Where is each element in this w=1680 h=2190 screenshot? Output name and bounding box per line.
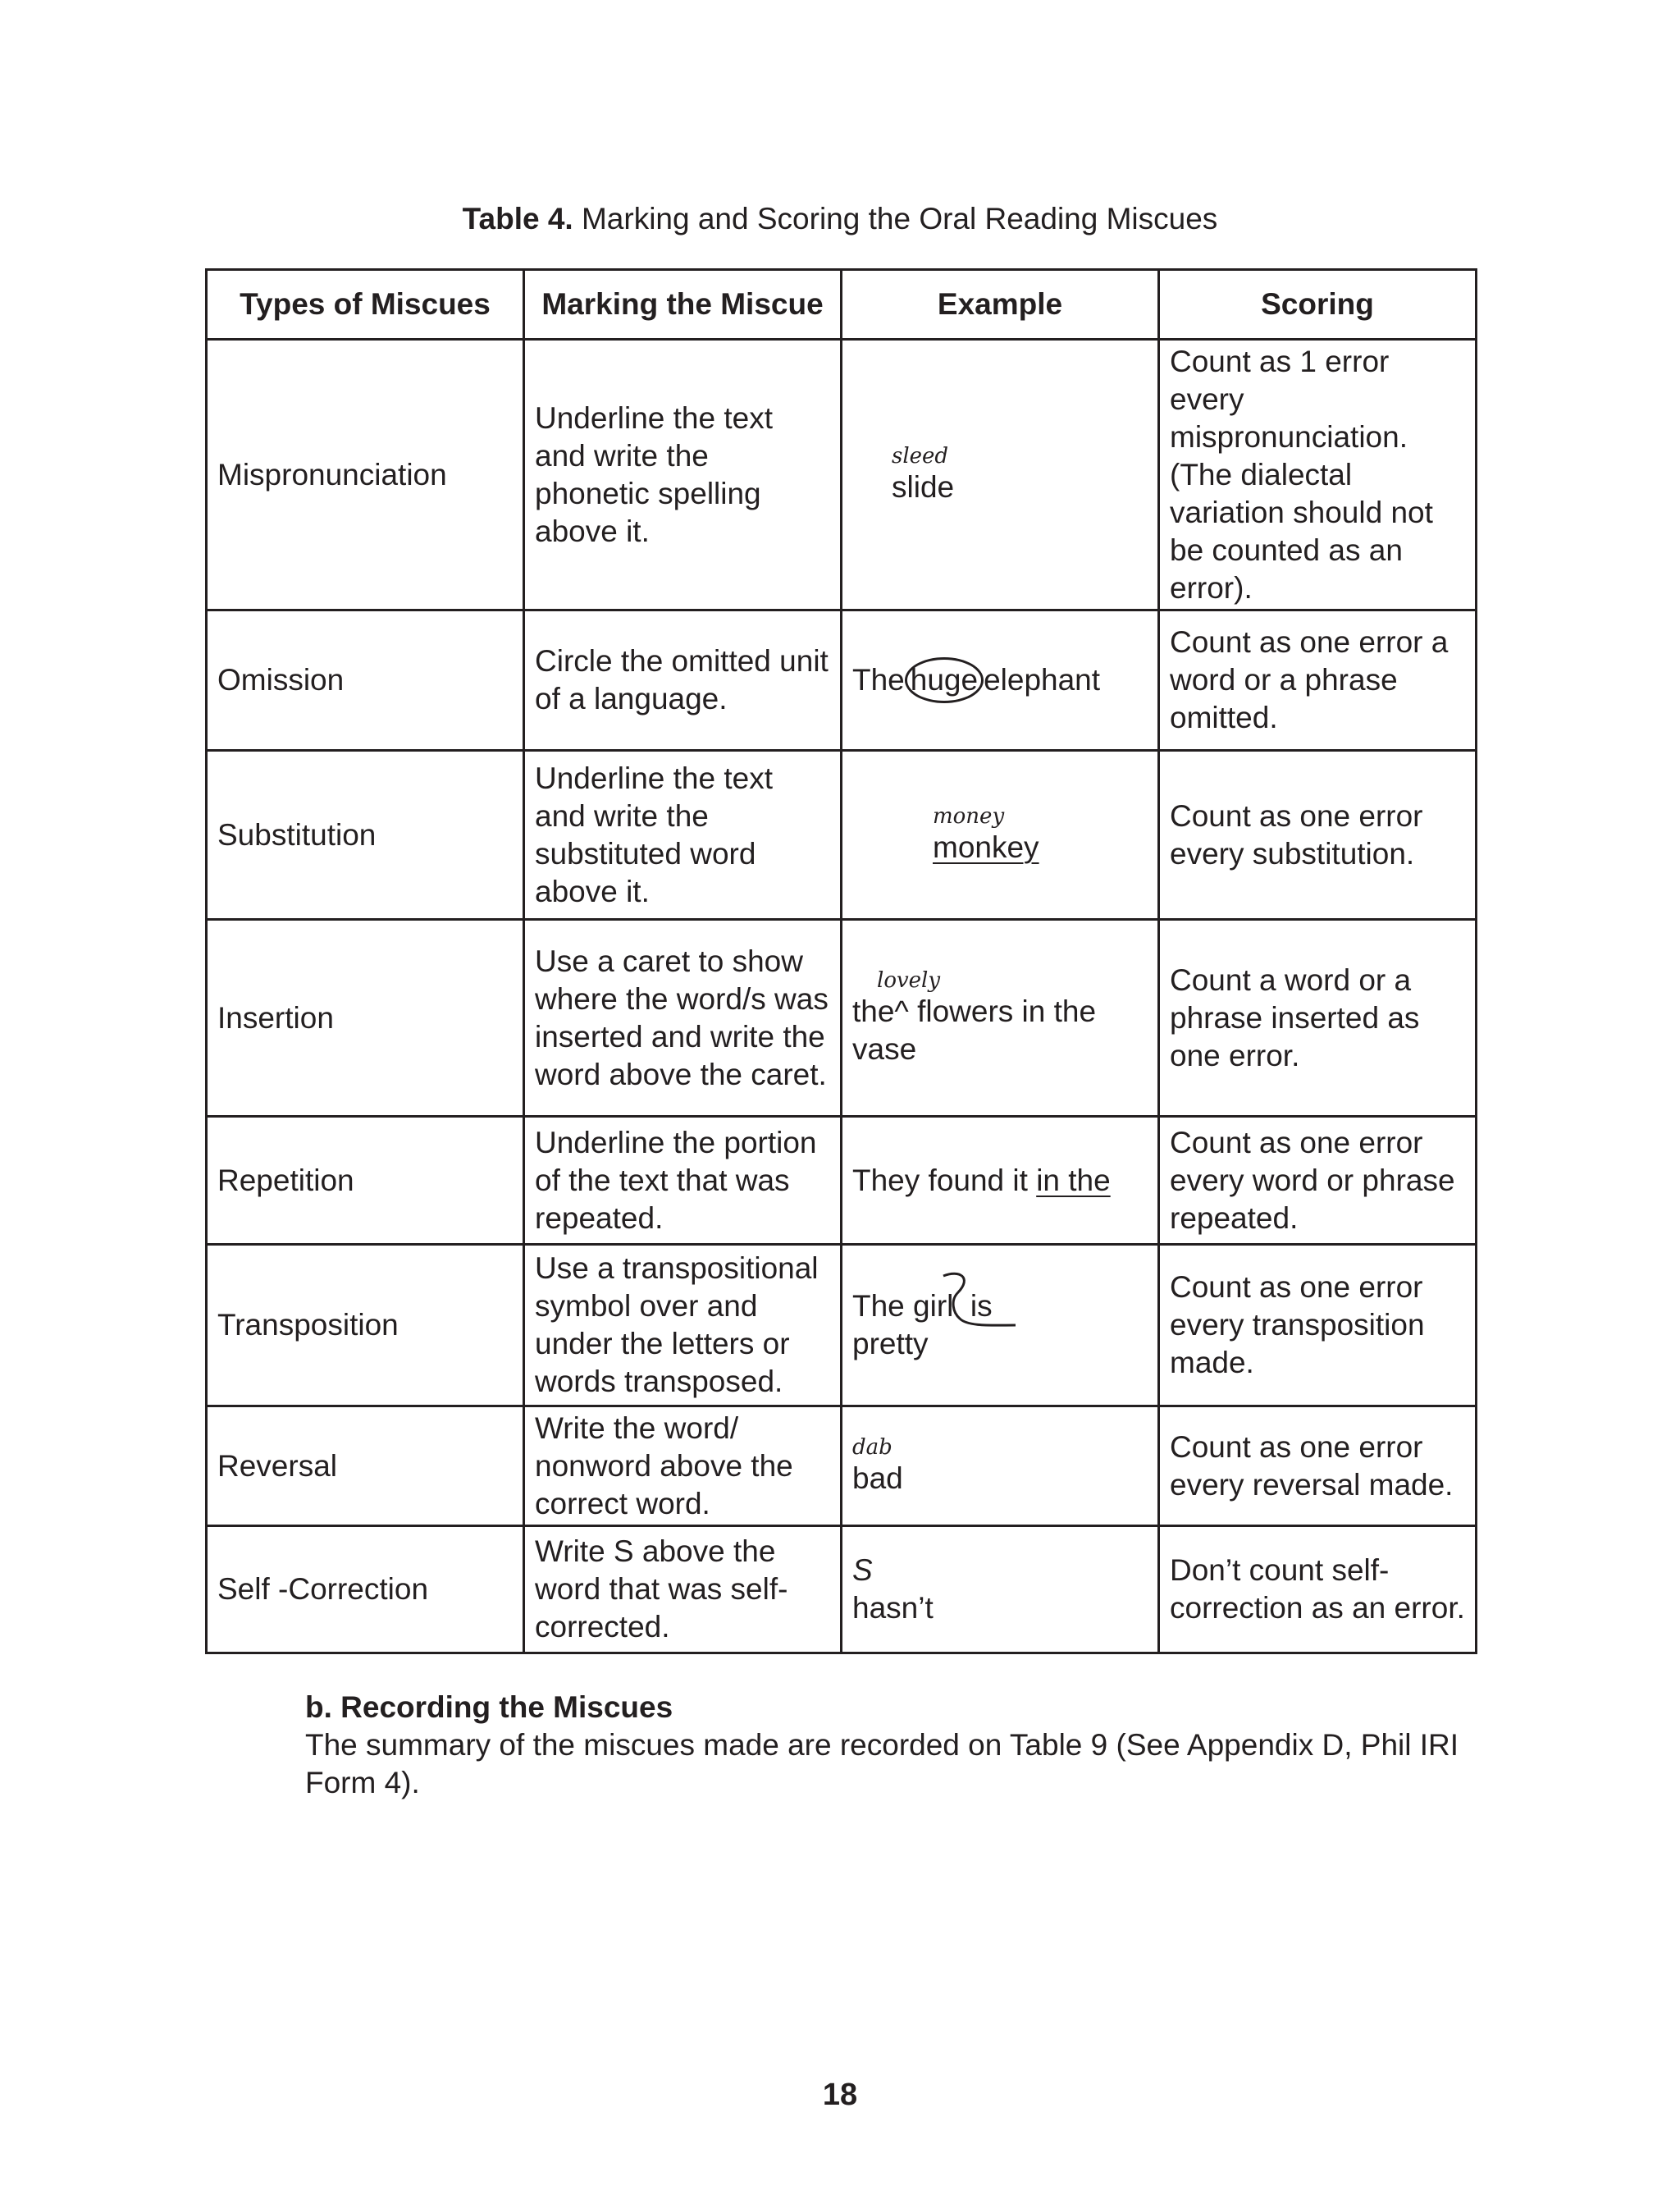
example-text: bad xyxy=(852,1461,903,1495)
marking-cell: Underline the portion of the text that was repeated. xyxy=(524,1117,842,1245)
table-row xyxy=(207,1117,1477,1245)
header-types: Types of Miscues xyxy=(207,270,524,340)
type-cell: Self -Correction xyxy=(207,1526,524,1653)
example-text: The xyxy=(852,663,905,697)
table-row xyxy=(207,1406,1477,1526)
example-cell xyxy=(842,1406,1159,1526)
type-cell: Transposition xyxy=(207,1245,524,1406)
example-handwritten: S xyxy=(852,1553,873,1587)
example-text: pretty xyxy=(852,1327,929,1360)
table-header-row xyxy=(207,270,1477,340)
table-row xyxy=(207,340,1477,610)
example-text: monkey xyxy=(933,830,1039,864)
table-row xyxy=(207,751,1477,920)
example-text: the^ flowers in the vase xyxy=(852,994,1097,1066)
example-cell xyxy=(842,920,1159,1117)
type-cell: Insertion xyxy=(207,920,524,1117)
example-text: They found it xyxy=(852,1163,1037,1197)
type-cell: Omission xyxy=(207,610,524,751)
section-heading: b. Recording the Miscues xyxy=(305,1690,673,1724)
table-row xyxy=(207,1526,1477,1653)
type-cell: Repetition xyxy=(207,1117,524,1245)
example-text: slide xyxy=(892,469,955,504)
type-cell: Mispronunciation xyxy=(207,340,524,610)
transposition-symbol-icon xyxy=(935,1268,1017,1358)
header-marking: Marking the Miscue xyxy=(524,270,842,340)
example-cell xyxy=(842,1117,1159,1245)
marking-cell: Circle the omitted unit of a language. xyxy=(524,610,842,751)
example-handwritten: money xyxy=(933,803,1005,829)
example-circled-word: huge xyxy=(905,657,984,703)
example-handwritten: sleed xyxy=(892,443,949,469)
example-handwritten: lovely xyxy=(877,967,941,993)
example-text: hasn’t xyxy=(852,1591,934,1625)
scoring-cell: Don’t count self- correction as an error. xyxy=(1159,1526,1477,1653)
section-body: The summary of the miscues made are recorded on Table 9 (See Appendix D, Phil IRI Form 4). xyxy=(305,1728,1459,1799)
marking-cell: Use a transpositional symbol over and under the letters or words transposed. xyxy=(524,1245,842,1406)
type-cell: Reversal xyxy=(207,1406,524,1526)
scoring-cell: Count as one error every transposition made. xyxy=(1159,1245,1477,1406)
marking-cell: Underline the text and write the phonetic spelling above it. xyxy=(524,340,842,610)
scoring-cell: Count as one error every reversal made. xyxy=(1159,1406,1477,1526)
table-caption xyxy=(0,200,1680,238)
example-text: The girl is xyxy=(852,1289,993,1323)
scoring-cell: Count as one error a word or a phrase omitted. xyxy=(1159,610,1477,751)
type-cell: Substitution xyxy=(207,751,524,920)
example-cell xyxy=(842,610,1159,751)
table-row xyxy=(207,610,1477,751)
example-text: elephant xyxy=(984,663,1101,697)
scoring-cell: Count as 1 error every mispronunciation. (The dialectal variation should not be counted as an error). xyxy=(1159,340,1477,610)
table-row xyxy=(207,920,1477,1117)
example-cell xyxy=(842,1526,1159,1653)
table-row xyxy=(207,1245,1477,1406)
marking-cell: Underline the text and write the substituted word above it. xyxy=(524,751,842,920)
header-example: Example xyxy=(842,270,1159,340)
marking-cell: Write the word/ nonword above the correct word. xyxy=(524,1406,842,1526)
miscues-table xyxy=(205,268,1477,1654)
page-number: 18 xyxy=(822,2078,858,2112)
recording-section xyxy=(305,1689,1470,1802)
marking-cell: Write S above the word that was self- corrected. xyxy=(524,1526,842,1653)
scoring-cell: Count as one error every substitution. xyxy=(1159,751,1477,920)
example-cell xyxy=(842,751,1159,920)
example-handwritten: dab xyxy=(852,1434,892,1460)
header-scoring: Scoring xyxy=(1159,270,1477,340)
example-cell xyxy=(842,340,1159,610)
table-caption-text: Marking and Scoring the Oral Reading Miscues xyxy=(573,202,1218,235)
scoring-cell: Count a word or a phrase inserted as one error. xyxy=(1159,920,1477,1117)
scoring-cell: Count as one error every word or phrase repeated. xyxy=(1159,1117,1477,1245)
example-underlined-text: in the xyxy=(1036,1163,1111,1197)
table-caption-label: Table 4. xyxy=(462,202,573,235)
marking-cell: Use a caret to show where the word/s was inserted and write the word above the caret. xyxy=(524,920,842,1117)
